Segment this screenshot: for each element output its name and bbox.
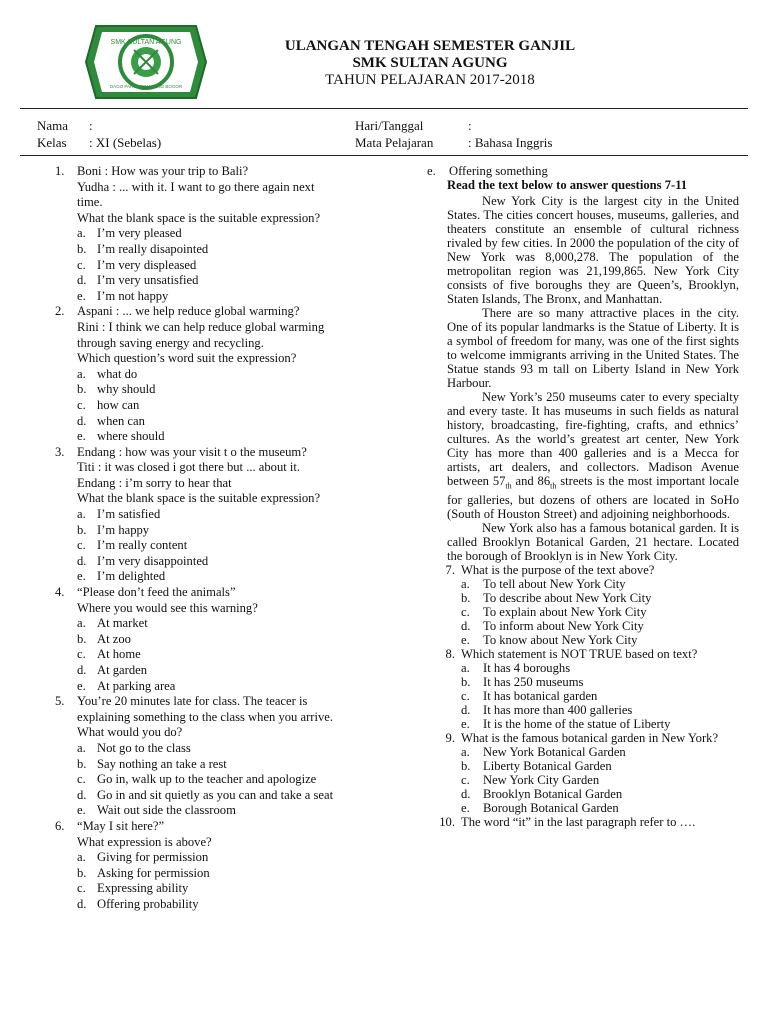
answer-option xyxy=(77,398,390,414)
option-letter: c. xyxy=(77,257,86,272)
question-text: Endang : i’m sorry to hear that xyxy=(77,475,232,490)
option-text: At garden xyxy=(97,663,148,677)
answer-option xyxy=(77,569,390,585)
kelas-value: : XI (Sebelas) xyxy=(89,135,162,150)
mapel-value: : Bahasa Inggris xyxy=(468,135,553,150)
answer-option xyxy=(77,554,390,570)
option-text: I’m very pleased xyxy=(97,226,182,241)
option-letter: e. xyxy=(461,801,470,816)
option-letter: e. xyxy=(461,717,470,732)
logo-subtext: DAGO PARUNGPANJANG BOGOR xyxy=(109,84,183,89)
answer-option xyxy=(461,717,739,731)
answer-option xyxy=(461,745,739,759)
option-letter: d. xyxy=(461,787,471,802)
option-letter: b. xyxy=(77,631,87,646)
answer-option xyxy=(461,577,739,591)
option-letter: a. xyxy=(77,507,86,522)
nama-sep: : xyxy=(89,118,93,133)
info-divider xyxy=(20,155,748,156)
option-text: It has 250 museums xyxy=(483,675,584,690)
answer-option xyxy=(77,507,390,523)
answer-option xyxy=(77,663,390,679)
reading-heading: Read the text below to answer questions 7-11 xyxy=(447,178,688,192)
option-text: To tell about New York City xyxy=(483,577,626,592)
question-text: You’re 20 minutes late for class. The teacer is xyxy=(77,694,308,709)
question-number: 2. xyxy=(55,304,65,319)
option-letter: e. xyxy=(77,803,86,818)
question-number: 10. xyxy=(439,815,455,830)
right-questions xyxy=(427,563,739,829)
question-number: 5. xyxy=(55,694,65,709)
question-text: Which question’s word suit the expression? xyxy=(77,351,297,366)
option-letter: b. xyxy=(77,241,87,256)
option-letter: c. xyxy=(77,397,86,412)
answer-option xyxy=(461,619,739,633)
question-text: Titi : it was closed i got there but ... about it. xyxy=(77,460,301,475)
title-line-3: TAHUN PELAJARAN 2017-2018 xyxy=(325,72,535,88)
option-text: Offering something xyxy=(449,164,548,178)
option-text: Wait out side the classroom xyxy=(97,803,236,818)
answer-option xyxy=(77,866,390,882)
answer-option xyxy=(77,679,390,695)
option-letter: d. xyxy=(77,273,87,288)
question-text: What is the purpose of the text above? xyxy=(461,563,655,578)
option-letter: b. xyxy=(77,756,87,771)
option-text: how can xyxy=(97,397,140,412)
option-text: I’m really disapointed xyxy=(97,241,209,256)
option-text: I’m not happy xyxy=(97,288,169,303)
question-1 xyxy=(55,164,390,304)
answer-option xyxy=(77,414,390,430)
answer-option xyxy=(461,661,739,675)
option-text: I’m very displeased xyxy=(97,257,197,272)
answer-option xyxy=(461,759,739,773)
option-letter: d. xyxy=(461,619,471,634)
answer-option xyxy=(77,788,390,804)
question-number: 6. xyxy=(55,818,65,833)
answer-option xyxy=(77,242,390,258)
option-letter: e. xyxy=(77,569,86,584)
option-letter: d. xyxy=(77,663,87,677)
left-column xyxy=(55,164,390,913)
reading-paragraph-1: New York City is the largest city in the United States. The cities concert houses, museums, galleries, and theaters constitute an ensemble of cultural richness rivaled by few cities. In 2000 the population of the city of New York was 8,000,278. The population of the metropolitan region was 21,199,865. New York City consists of five boroughs they are Queen’s, Brooklyn, Staten Islands, The Bronx, and Manhattan. xyxy=(447,193,739,306)
q6-option-e xyxy=(427,164,739,178)
option-text: To describe about New York City xyxy=(483,591,652,606)
answer-option xyxy=(461,787,739,801)
option-text: I’m delighted xyxy=(97,569,166,584)
option-text: I’m really content xyxy=(97,538,188,553)
option-text: To inform about New York City xyxy=(483,619,644,634)
question-5 xyxy=(55,694,390,819)
option-letter: d. xyxy=(77,787,87,802)
option-text: Asking for permission xyxy=(97,865,210,880)
question-10 xyxy=(427,815,739,829)
option-letter: b. xyxy=(461,675,471,690)
answer-option xyxy=(77,741,390,757)
option-text: Not go to the class xyxy=(97,740,191,755)
question-text: Yudha : ... with it. I want to go there again next xyxy=(77,179,315,194)
option-text: I’m satisfied xyxy=(97,507,161,522)
reading-paragraph-4: New York also has a famous botanical garden. It is called Brooklyn Botanical Garden, 21 hectare. Located the borough of Brooklyn is in New York City. xyxy=(447,521,739,564)
answer-option xyxy=(77,538,390,554)
option-text: Go in and sit quietly as you can and take a seat xyxy=(97,787,334,802)
answer-option xyxy=(461,633,739,647)
question-8 xyxy=(427,647,739,731)
hari-label: Hari/Tanggal xyxy=(355,118,424,133)
student-info-right xyxy=(355,117,552,151)
option-text: To explain about New York City xyxy=(483,605,647,620)
answer-option xyxy=(77,803,390,819)
answer-option xyxy=(461,773,739,787)
option-text: Go in, walk up to the teacher and apologize xyxy=(97,772,317,787)
option-text: New York City Garden xyxy=(483,773,600,788)
option-text: It has botanical garden xyxy=(483,689,598,704)
answer-option xyxy=(77,289,390,305)
option-text: Brooklyn Botanical Garden xyxy=(483,787,623,802)
option-letter: e. xyxy=(461,633,470,648)
title-line-1: ULANGAN TENGAH SEMESTER GANJIL xyxy=(284,38,576,54)
option-text: what do xyxy=(97,366,138,381)
question-text: “May I sit here?” xyxy=(77,818,165,833)
option-letter: a. xyxy=(77,366,86,381)
question-text: Boni : How was your trip to Bali? xyxy=(77,164,249,178)
answer-option xyxy=(77,273,390,289)
option-letter: d. xyxy=(461,703,471,718)
option-letter: c. xyxy=(77,647,86,662)
option-text: New York Botanical Garden xyxy=(483,745,626,760)
question-text: “Please don’t feed the animals” xyxy=(77,585,236,600)
option-text: I’m very disappointed xyxy=(97,553,209,568)
question-text: What expression is above? xyxy=(77,834,212,849)
question-text: time. xyxy=(77,195,103,210)
option-text: why should xyxy=(97,382,156,397)
answer-option xyxy=(77,881,390,897)
option-text: I’m very unsatisfied xyxy=(97,273,199,288)
option-letter: b. xyxy=(77,522,87,537)
question-9 xyxy=(427,731,739,815)
question-4 xyxy=(55,585,390,694)
option-text: It has more than 400 galleries xyxy=(483,703,633,718)
question-2 xyxy=(55,304,390,444)
question-text: What would you do? xyxy=(77,725,183,740)
answer-option xyxy=(77,429,390,445)
option-letter: d. xyxy=(77,896,87,911)
answer-option xyxy=(77,258,390,274)
kelas-label: Kelas xyxy=(37,135,67,150)
option-text: It has 4 boroughs xyxy=(483,661,571,676)
option-text: Liberty Botanical Garden xyxy=(483,759,612,774)
question-text: What is the famous botanical garden in New York? xyxy=(461,731,719,746)
answer-option xyxy=(461,703,739,717)
option-letter: b. xyxy=(461,591,471,606)
exam-title xyxy=(230,38,630,89)
question-number: 7. xyxy=(445,563,455,578)
option-text: At parking area xyxy=(97,678,176,693)
question-text: through saving energy and recycling. xyxy=(77,335,264,350)
reading-paragraph-3: New York’s 250 museums cater to every specialty and every taste. It has museums in such fields as natural history, broadcasting, fire-fighting, crafts, and ethnics’ cultures. As the world’s greatest art center, New York City has more than 400 galleries and is a Mecca for artists, art dealers, and collectors. Madison Avenue between $57_{th}$ and $86_{th}$ streets is the most important locale for galleries, but dozens of others are located in SoHo (South of Houston Street) and adjoining neighborhoods. xyxy=(447,389,740,522)
option-letter: e. xyxy=(77,678,86,693)
answer-option xyxy=(461,675,739,689)
answer-option xyxy=(77,226,390,242)
question-number: 9. xyxy=(445,731,455,746)
answer-option xyxy=(77,850,390,866)
nama-label: Nama xyxy=(37,118,69,133)
student-info-left xyxy=(37,117,161,151)
option-text: I’m happy xyxy=(97,522,150,537)
logo-text: SMK SULTAN AGUNG xyxy=(110,39,182,46)
answer-option xyxy=(77,616,390,632)
school-logo-icon xyxy=(82,20,210,104)
question-text: The word “it” in the last paragraph refer to …. xyxy=(461,815,696,830)
hari-sep: : xyxy=(468,118,472,133)
answer-option xyxy=(461,591,739,605)
answer-option xyxy=(77,772,390,788)
option-text: Say nothing an take a rest xyxy=(97,756,227,771)
answer-option xyxy=(77,757,390,773)
option-letter: b. xyxy=(77,865,87,880)
option-text: Expressing ability xyxy=(97,881,189,896)
question-text: Rini : I think we can help reduce global warming xyxy=(77,319,325,334)
option-letter: a. xyxy=(77,850,86,865)
option-text: Offering probability xyxy=(97,896,199,911)
option-text: To know about New York City xyxy=(483,633,638,648)
option-letter: a. xyxy=(461,661,470,676)
question-text: explaining something to the class when you arrive. xyxy=(77,709,334,724)
question-text: Aspani : ... we help reduce global warming? xyxy=(77,304,300,319)
option-letter: b. xyxy=(461,759,471,774)
answer-option xyxy=(77,647,390,663)
answer-option xyxy=(77,367,390,383)
option-text: where should xyxy=(97,429,165,444)
question-text: Where you would see this warning? xyxy=(77,600,258,615)
option-text: when can xyxy=(97,413,145,428)
option-letter: c. xyxy=(461,689,470,704)
option-letter: c. xyxy=(461,605,470,620)
option-letter: a. xyxy=(77,226,86,241)
option-letter: a. xyxy=(461,745,470,760)
answer-option xyxy=(77,523,390,539)
option-letter: a. xyxy=(461,577,470,592)
answer-option xyxy=(461,605,739,619)
question-number: 8. xyxy=(445,647,455,662)
answer-option xyxy=(461,689,739,703)
option-text: Borough Botanical Garden xyxy=(483,801,619,816)
question-number: 4. xyxy=(55,585,65,600)
reading-paragraph-2: There are so many attractive places in the city. One of its popular landmarks is the Statue of Liberty. It is a symbol of freedom for many, was one of the first sights to welcome immigrants arriving in the United States. The Statue stands 93 m tall on Liberty Island in New York Harbour. xyxy=(447,305,739,390)
right-column xyxy=(427,164,739,829)
question-3 xyxy=(55,445,390,585)
question-text: Which statement is NOT TRUE based on text? xyxy=(461,647,698,662)
option-letter: b. xyxy=(77,382,87,397)
question-text: What the blank space is the suitable expression? xyxy=(77,491,321,506)
option-text: Giving for permission xyxy=(97,850,209,865)
exam-header xyxy=(0,0,768,108)
answer-option xyxy=(461,801,739,815)
header-divider xyxy=(20,108,748,109)
option-letter: a. xyxy=(77,740,86,755)
option-letter: c. xyxy=(77,538,86,553)
question-text: Endang : how was your visit t o the museum? xyxy=(77,444,307,459)
option-letter: e. xyxy=(427,164,436,178)
option-text: It is the home of the statue of Liberty xyxy=(483,717,671,732)
option-letter: e. xyxy=(77,288,86,303)
question-text: What the blank space is the suitable expression? xyxy=(77,210,321,225)
option-letter: a. xyxy=(77,616,86,631)
question-number: 3. xyxy=(55,444,65,459)
option-letter: c. xyxy=(77,881,86,896)
mapel-label: Mata Pelajaran xyxy=(355,135,434,150)
option-letter: d. xyxy=(77,553,87,568)
option-text: At market xyxy=(97,616,148,631)
answer-option xyxy=(77,382,390,398)
option-text: At zoo xyxy=(97,631,131,646)
option-letter: c. xyxy=(77,772,86,787)
option-letter: e. xyxy=(77,429,86,444)
question-number: 1. xyxy=(55,164,65,178)
option-letter: d. xyxy=(77,413,87,428)
title-line-2: SMK SULTAN AGUNG xyxy=(352,55,508,71)
answer-option xyxy=(77,897,390,913)
option-letter: c. xyxy=(461,773,470,788)
option-text: At home xyxy=(97,647,141,662)
question-7 xyxy=(427,563,739,647)
answer-option xyxy=(77,632,390,648)
question-6 xyxy=(55,819,390,913)
